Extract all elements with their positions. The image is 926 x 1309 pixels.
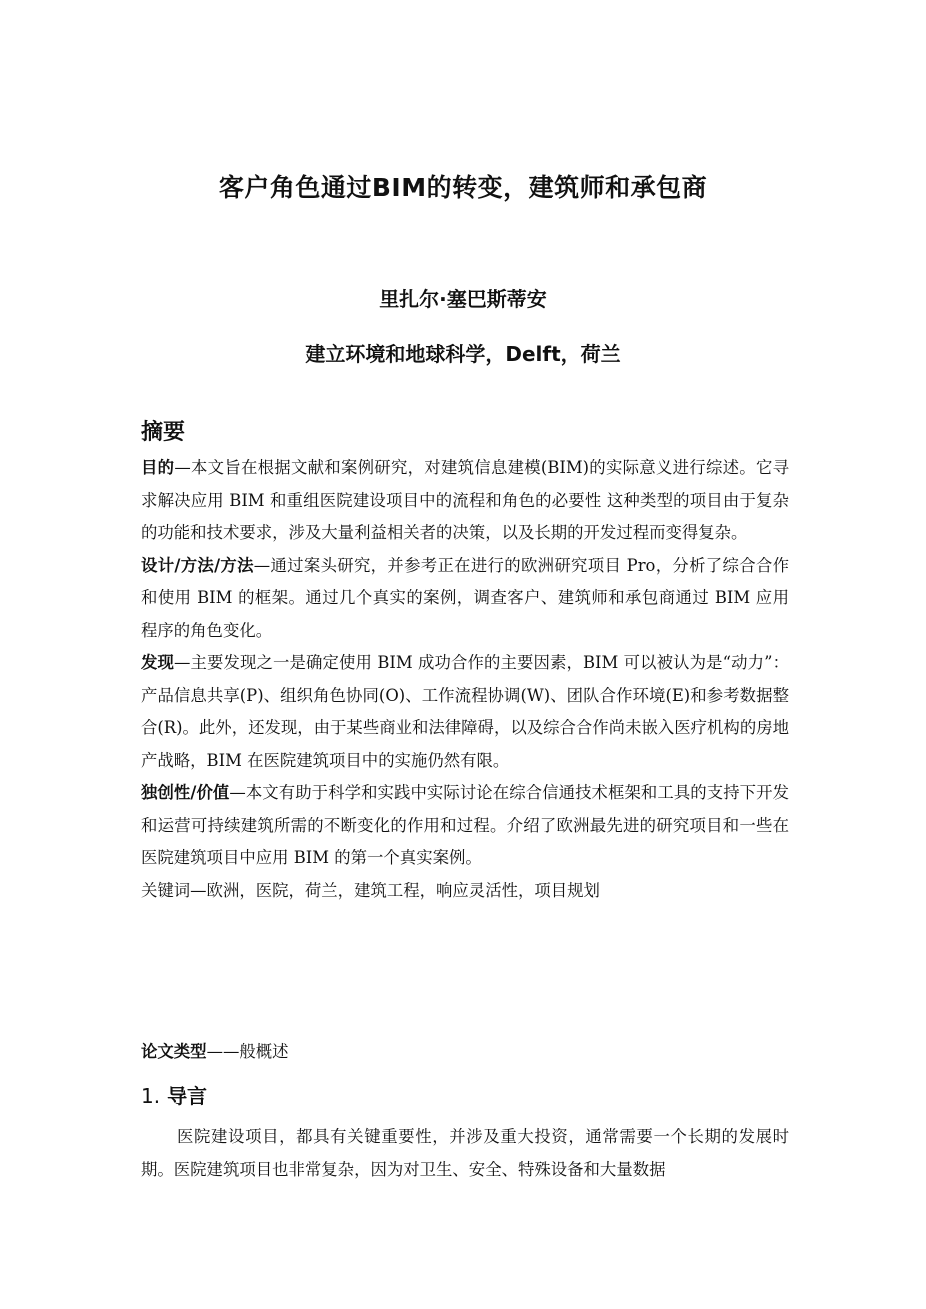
abstract-design — [141, 550, 789, 648]
abstract-design-label: 设计/方法/方法 — [141, 555, 254, 575]
abstract-findings — [141, 647, 789, 777]
section-number: 1. — [141, 1084, 161, 1108]
abstract-purpose-label: 目的 — [141, 458, 175, 477]
paper-type-label: 论文类型 — [141, 1042, 207, 1061]
abstract-keywords: 关键词—欧洲，医院，荷兰，建筑工程，响应灵活性，项目规划 — [141, 880, 600, 900]
abstract-originality-label: 独创性/价值 — [141, 783, 230, 802]
section-name: 导言 — [167, 1084, 208, 1108]
abstract-originality — [141, 777, 789, 875]
introduction-paragraph: 医院建设项目，都具有关键重要性，并涉及重大投资，通常需要一个长期的发展时期。医院建筑项目也非常复杂，因为对卫生、安全、特殊设备和大量数据 — [141, 1127, 789, 1179]
abstract-heading: 摘要 — [141, 420, 186, 445]
author-affiliation: 建立环境和地球科学，Delft，荷兰 — [305, 342, 621, 366]
abstract-design-text: —通过案头研究，并参考正在进行的欧洲研究项目 Pro，分析了综合合作和使用 BIM 的框架。通过几个真实的案例，调查客户、建筑师和承包商通过 BIM 应用程序的角色变化。 — [141, 555, 789, 640]
abstract-findings-label: 发现 — [141, 653, 175, 672]
paper-type-text: ——般概述 — [206, 1042, 289, 1061]
abstract-purpose-text: —本文旨在根据文献和案例研究，对建筑信息建模(BIM)的实际意义进行综述。它寻求解决应用 BIM 和重组医院建设项目中的流程和角色的必要性 这种类型的项目由于复杂的功能和技术要求，涉及大量利益相关者的决策，以及长期的开发过程而变得复杂。 — [141, 458, 789, 542]
abstract-originality-text: —本文有助于科学和实践中实际讨论在综合信通技术框架和工具的支持下开发和运营可持续建筑所需的不断变化的作用和过程。介绍了欧洲最先进的研究项目和一些在医院建筑项目中应用 BIM 的第一个真实案例。 — [141, 783, 789, 867]
abstract-purpose — [141, 452, 789, 550]
abstract-findings-text: —主要发现之一是确定使用 BIM 成功合作的主要因素，BIM 可以被认为是“动力”：产品信息共享(P)、组织角色协同(O)、工作流程协调(W)、团队合作环境(E)和参考数据整合(R)。此外，还发现，由于某些商业和法律障碍，以及综合合作尚未嵌入医疗机构的房地产战略，BIM 在医院建筑项目中的实施仍然有限。 — [141, 653, 790, 770]
section-heading-introduction — [141, 1080, 207, 1109]
paper-title: 客户角色通过BIM的转变，建筑师和承包商 — [218, 173, 708, 202]
author-name: 里扎尔·塞巴斯蒂安 — [379, 287, 547, 311]
abstract-body — [141, 452, 789, 907]
paper-type — [141, 1038, 289, 1062]
